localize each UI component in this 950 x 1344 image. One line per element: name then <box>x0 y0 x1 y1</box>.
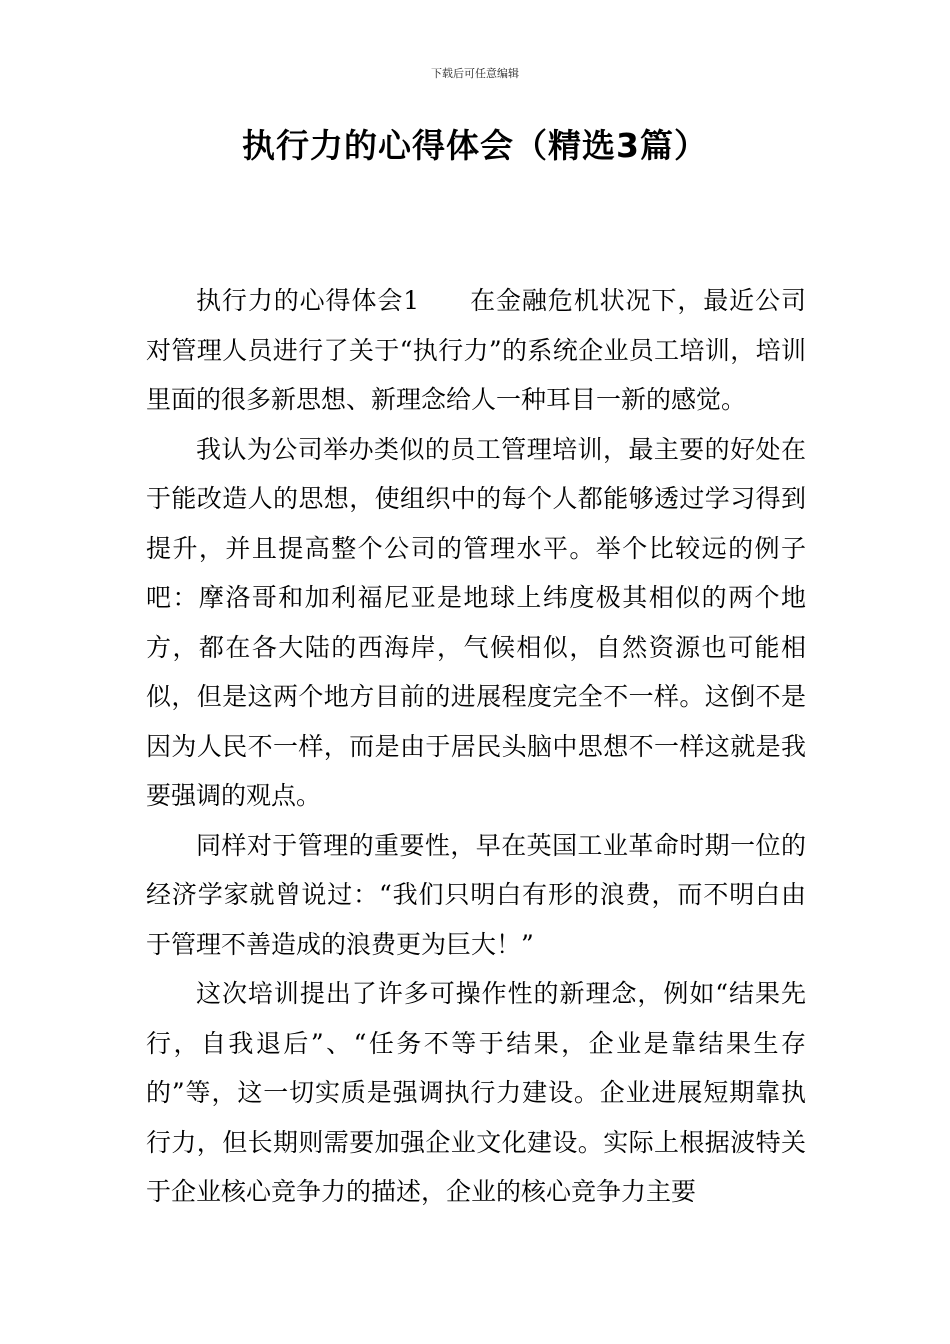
paragraph-text: 在金融危机状况下，最近公司对管理人员进行了关于“执行力”的系统企业员工培训，培训里面的很多新思想、新理念给人一种耳目一新的感觉。 <box>146 286 806 414</box>
paragraph-3: 同样对于管理的重要性，早在英国工业革命时期一位的经济学家就曾说过：“我们只明白有形的浪费，而不明白由于管理不善造成的浪费更为巨大！” <box>146 830 806 959</box>
paragraph-4: 这次培训提出了许多可操作性的新理念，例如“结果先行，自我退后”、“任务不等于结果，企业是靠结果生存的”等，这一切实质是强调执行力建设。企业进展短期靠执行力，但长期则需要加强企业文化建设。实际上根据波特关于企业核心竞争力的描述，企业的核心竞争力主要 <box>146 979 806 1206</box>
header-note: 下载后可任意编辑 <box>431 67 519 80</box>
document-body <box>146 276 806 1217</box>
paragraph-1 <box>146 276 806 425</box>
document-title: 执行力的心得体会（精选3篇） <box>242 126 708 165</box>
paragraph-2: 我认为公司举办类似的员工管理培训，最主要的好处在于能改造人的思想，使组织中的每个人都能够透过学习得到提升，并且提高整个公司的管理水平。举个比较远的例子吧：摩洛哥和加利福尼亚是地球上纬度极其相似的两个地方，都在各大陆的西海岸，气候相似，自然资源也可能相似，但是这两个地方目前的进展程度完全不一样。这倒不是因为人民不一样，而是由于居民头脑中思想不一样这就是我要强调的观点。 <box>146 434 806 810</box>
section-heading: 执行力的心得体会1 <box>196 286 420 315</box>
